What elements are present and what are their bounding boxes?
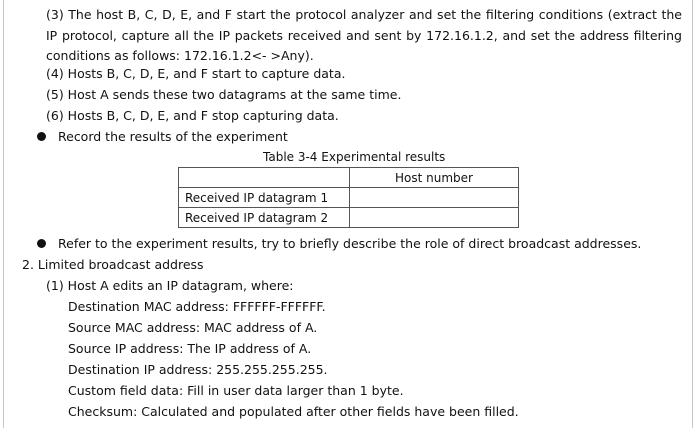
table-row-value	[350, 188, 519, 208]
step-6-text: (6) Hosts B, C, D, E, and F stop capturing data.	[46, 108, 339, 123]
section-2-heading: 2. Limited broadcast address	[22, 257, 204, 272]
table-row-label: Received IP datagram 1	[179, 188, 350, 208]
step-5-text: (5) Host A sends these two datagrams at the same time.	[46, 87, 402, 102]
field-source-ip: Source IP address: The IP address of A.	[68, 341, 312, 356]
step-3-paragraph: (3) The host B, C, D, E, and F start the protocol analyzer and set the filtering conditions (extract the IP protocol, capture all the IP packets received and sent by 172.16.1.2, and set the address filtering conditions as follows: 172.16.1.2<- >Any).	[46, 7, 682, 63]
record-results-text: Record the results of the experiment	[58, 129, 288, 144]
field-checksum: Checksum: Calculated and populated after other fields have been filled.	[68, 404, 519, 419]
field-source-mac: Source MAC address: MAC address of A.	[68, 320, 318, 335]
bullet-dot	[37, 239, 46, 248]
step-4-text: (4) Hosts B, C, D, E, and F start to capture data.	[46, 66, 346, 81]
field-destination-ip: Destination IP address: 255.255.255.255.	[68, 362, 328, 377]
table-caption: Table 3-4 Experimental results	[263, 150, 446, 164]
field-destination-mac: Destination MAC address: FFFFFF-FFFFFF.	[68, 299, 326, 314]
table-row-label: Received IP datagram 2	[179, 208, 350, 228]
bullet-dot	[37, 132, 46, 141]
table-row-value	[350, 208, 519, 228]
field-custom-data: Custom field data: Fill in user data larger than 1 byte.	[68, 383, 404, 398]
table-row	[179, 208, 519, 228]
table-header-host-number: Host number	[350, 168, 519, 188]
experimental-results-table	[178, 167, 519, 228]
refer-results-text: Refer to the experiment results, try to briefly describe the role of direct broadcast addresses.	[58, 236, 642, 251]
table-row	[179, 188, 519, 208]
section-2-step-1: (1) Host A edits an IP datagram, where:	[46, 278, 294, 293]
table-header-row	[179, 168, 519, 188]
table-header-cell-empty	[179, 168, 350, 188]
